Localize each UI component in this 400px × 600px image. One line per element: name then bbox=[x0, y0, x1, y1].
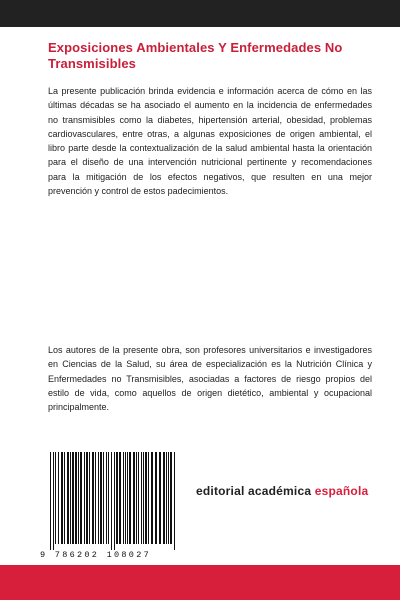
isbn-number: 9 786202 108027 bbox=[40, 550, 152, 560]
barcode-bar bbox=[64, 452, 65, 544]
summary-paragraph: La presente publicación brinda evidencia e información acerca de cómo en las últimas décadas se ha asociado el aumento en la incidencia de enfermedades no transmisibles como la diabetes, hipertensión arterial, obesidad, problemas cardiovasculares, entre otras, a algunas exposiciones de origen ambiental, el libro parte desde la contextualización de la salud ambiental hasta la orientación para el diseño de una intervención nutricional pertinente y recomendaciones para la mitigación de los efectos negativos, que resulten en una mejor prevención y control de estos padecimientos. bbox=[48, 86, 372, 197]
authors-paragraph: Los autores de la presente obra, son profesores universitarios e investigadores en Ciencias de la Salud, su área de especialización es la Nutrición Clínica y Enfermedades no Transmisibles, asociadas a factores de riesgo propios del estilo de vida, como aquellos de origen dietético, ambiental y ocupacional principalmente. bbox=[48, 345, 372, 413]
barcode-bar bbox=[61, 452, 63, 544]
top-band bbox=[0, 0, 400, 27]
barcode-bar bbox=[151, 452, 153, 544]
barcode-bar bbox=[168, 452, 169, 544]
barcode-bars bbox=[30, 446, 180, 550]
barcode-bar bbox=[136, 452, 137, 544]
barcode-bar bbox=[50, 452, 51, 550]
barcode bbox=[30, 446, 180, 564]
bottom-band bbox=[0, 565, 400, 600]
barcode-bar bbox=[174, 452, 175, 550]
publisher-main: editorial académica bbox=[196, 484, 312, 498]
barcode-bar bbox=[92, 452, 94, 544]
barcode-bar bbox=[133, 452, 135, 544]
barcode-bar bbox=[86, 452, 88, 544]
barcode-bar bbox=[55, 452, 56, 544]
barcode-bar bbox=[138, 452, 139, 544]
barcode-bar bbox=[159, 452, 161, 544]
barcode-bar bbox=[143, 452, 144, 544]
barcode-bar bbox=[116, 452, 118, 544]
barcode-bar bbox=[58, 452, 59, 544]
barcode-bar bbox=[155, 452, 157, 544]
publisher-accent: española bbox=[314, 484, 369, 498]
barcode-bar bbox=[163, 452, 165, 544]
barcode-bar bbox=[111, 452, 112, 550]
barcode-bar bbox=[123, 452, 124, 544]
barcode-bar bbox=[53, 452, 54, 550]
barcode-bar bbox=[148, 452, 149, 544]
barcode-bar bbox=[89, 452, 90, 544]
barcode-bar bbox=[80, 452, 82, 544]
publisher-name bbox=[196, 484, 368, 498]
barcode-bar bbox=[72, 452, 74, 544]
barcode-bar bbox=[129, 452, 131, 544]
barcode-bar bbox=[70, 452, 71, 544]
barcode-bar bbox=[98, 452, 99, 544]
barcode-bar bbox=[106, 452, 107, 544]
barcode-bar bbox=[84, 452, 85, 544]
barcode-bar bbox=[145, 452, 147, 544]
barcode-bar bbox=[75, 452, 77, 544]
book-title: Exposiciones Ambientales Y Enfermedades No Transmisibles bbox=[48, 40, 343, 71]
barcode-bar bbox=[166, 452, 167, 544]
barcode-bar bbox=[100, 452, 102, 544]
barcode-bar bbox=[119, 452, 121, 544]
barcode-bar bbox=[114, 452, 115, 550]
barcode-bar bbox=[127, 452, 128, 544]
barcode-bar bbox=[141, 452, 142, 544]
barcode-bar bbox=[125, 452, 126, 544]
barcode-bar bbox=[170, 452, 172, 544]
barcode-bar bbox=[103, 452, 104, 544]
barcode-bar bbox=[67, 452, 69, 544]
barcode-bar bbox=[95, 452, 96, 544]
barcode-bar bbox=[108, 452, 109, 544]
barcode-bar bbox=[78, 452, 79, 544]
